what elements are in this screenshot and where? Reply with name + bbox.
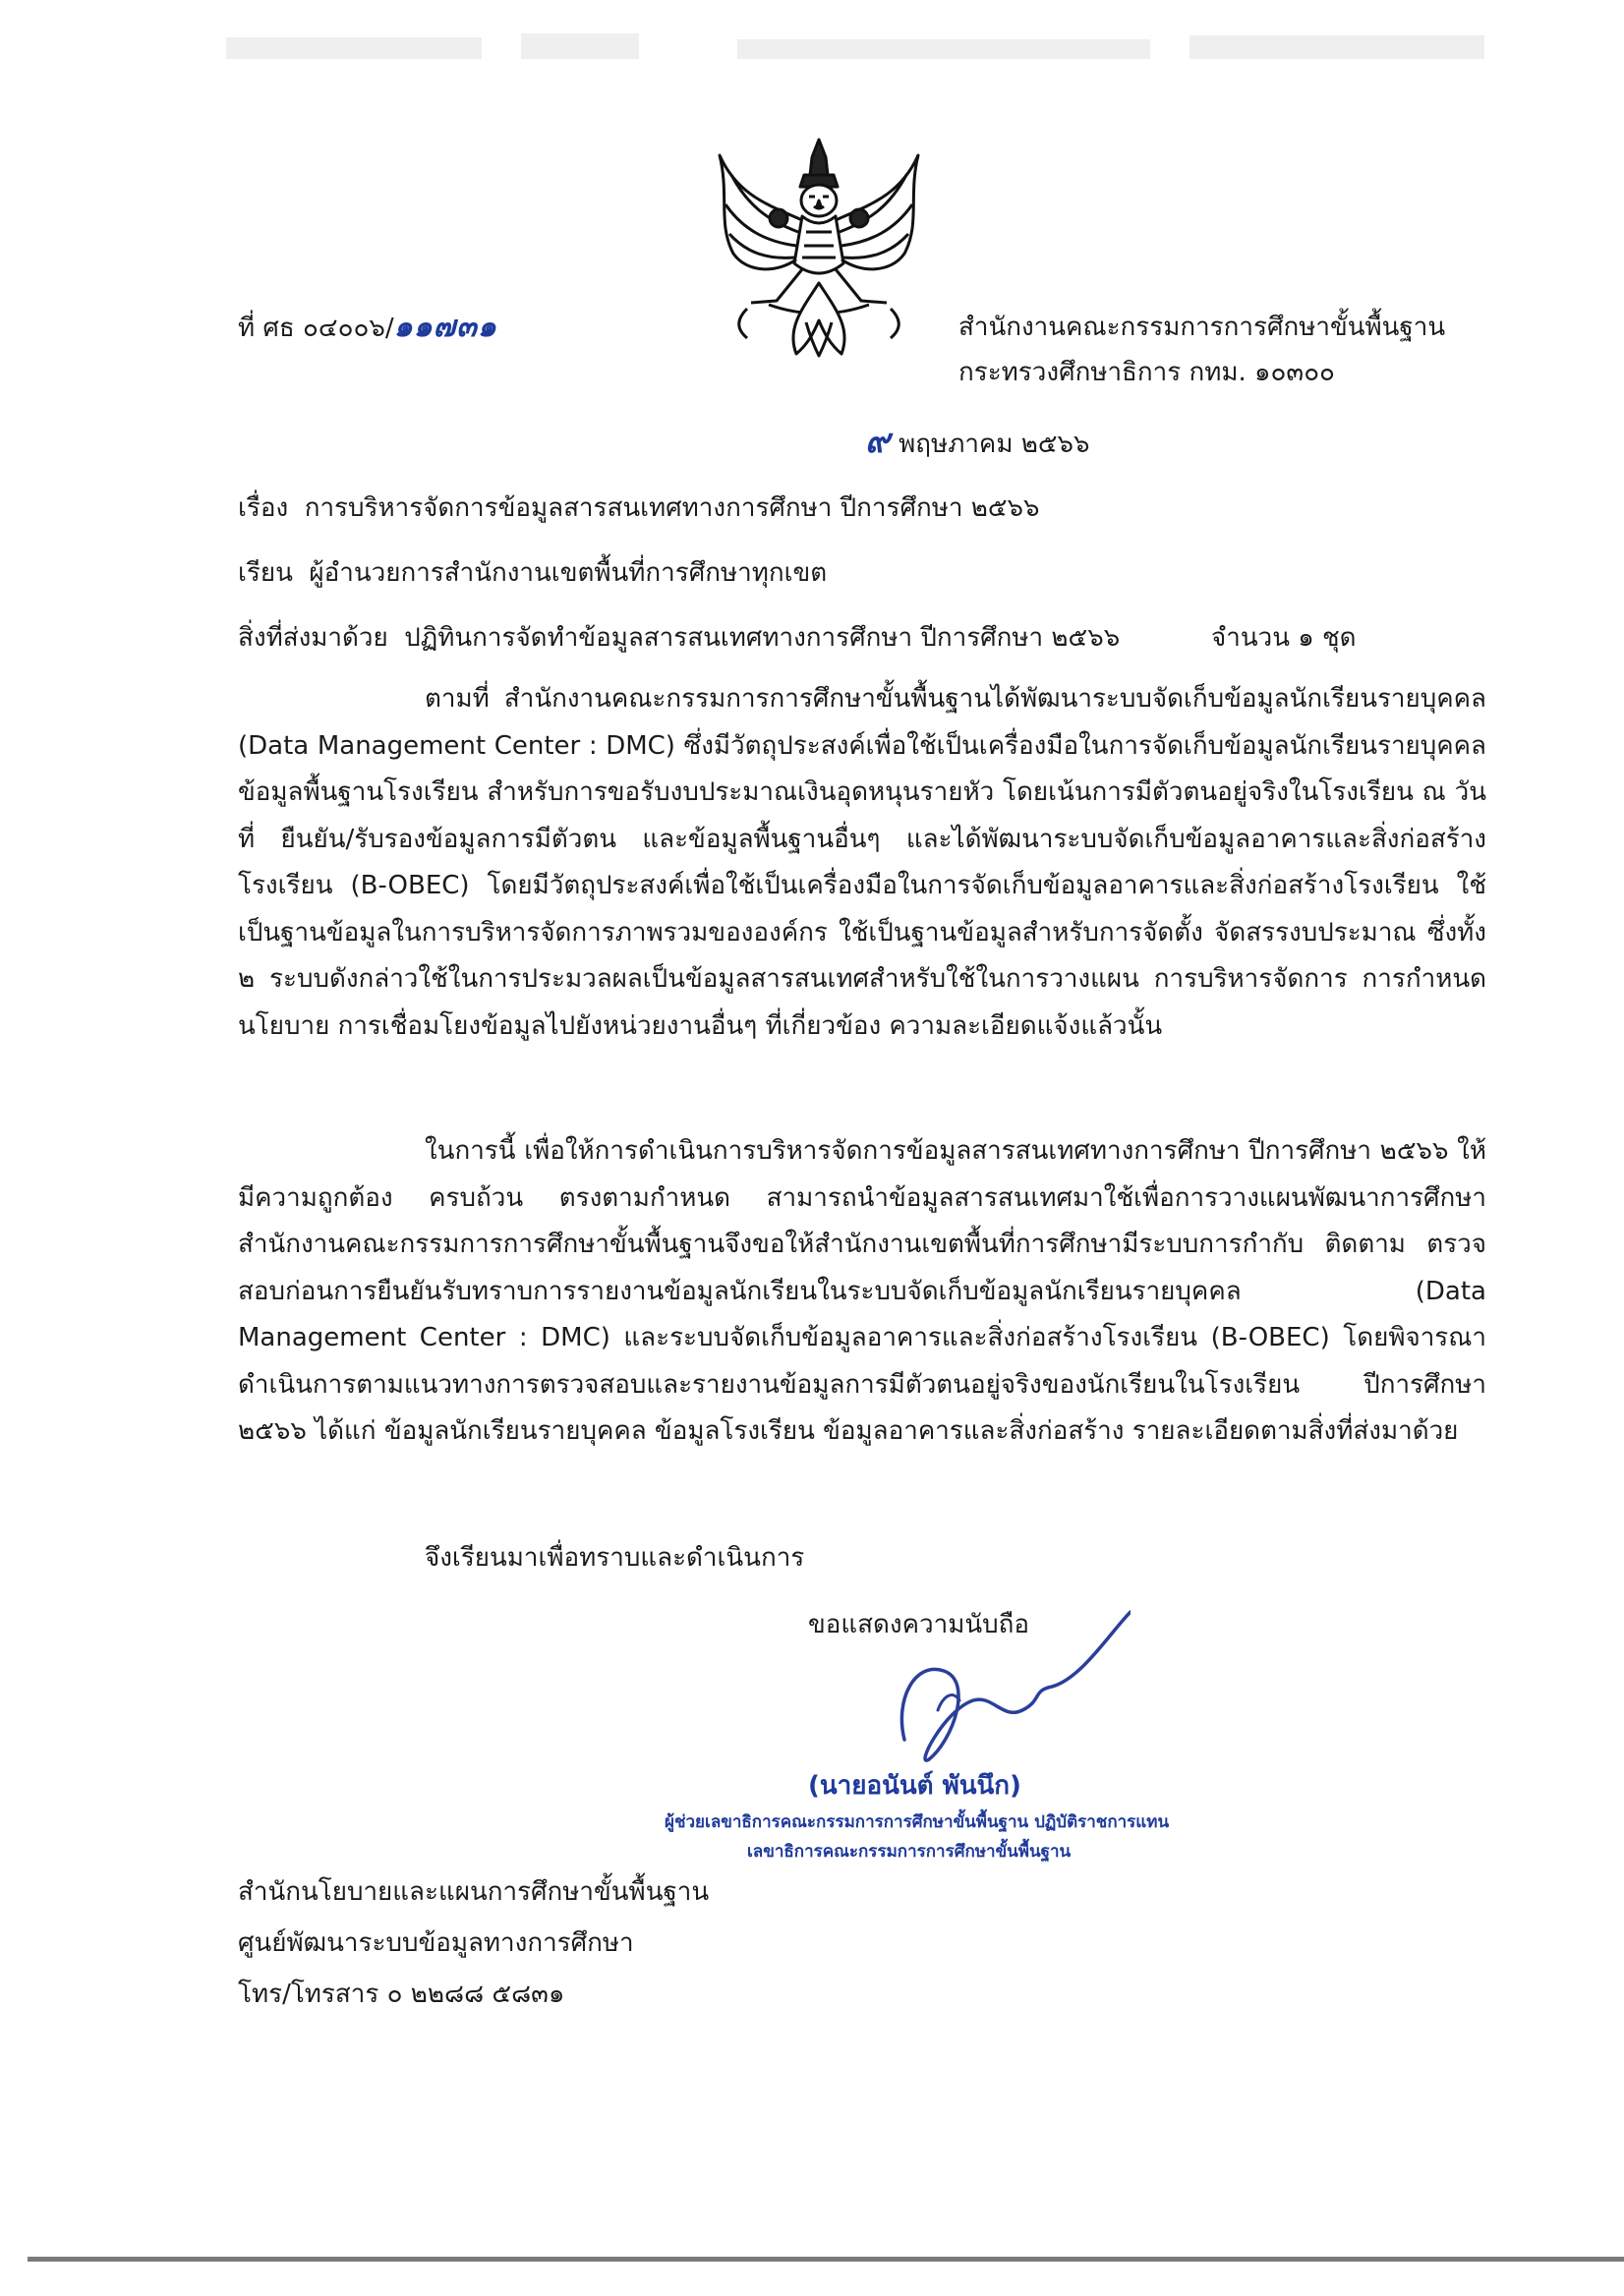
- garuda-emblem-icon: [708, 136, 930, 368]
- body-paragraph-2: [238, 1128, 1486, 1456]
- document-number: [238, 311, 497, 345]
- date-month-year: พฤษภาคม ๒๕๖๖: [899, 430, 1090, 459]
- document-number-handwritten: ๑๑๗๓๑: [393, 310, 497, 344]
- closing-request: จึงเรียนมาเพื่อทราบและดำเนินการ: [425, 1543, 805, 1573]
- document-number-label: ที่ ศธ ๐๔๐๐๖/: [238, 314, 394, 343]
- enclosure-line: [238, 621, 1120, 655]
- footer-phone: โทร/โทรสาร ๐ ๒๒๘๘ ๕๘๓๑: [238, 1980, 565, 2009]
- signatory-position-2: เลขาธิการคณะกรรมการการศึกษาขั้นพื้นฐาน: [747, 1842, 1072, 1862]
- subject-text: การบริหารจัดการข้อมูลสารสนเทศทางการศึกษา ปีการศึกษา ๒๕๖๖: [304, 493, 1040, 523]
- enclosure-label: สิ่งที่ส่งมาด้วย: [238, 623, 388, 653]
- body-paragraph-2-text: ในการนี้ เพื่อให้การดำเนินการบริหารจัดการข้อมูลสารสนเทศทางการศึกษา ปีการศึกษา ๒๕๖๖ ให้มีความถูกต้อง ครบถ้วน ตรงตามกำหนด สามารถนำข้อมูลสารสนเทศมาใช้เพื่อการวางแผนพัฒนาการศึกษา สำนักงานคณะกรรมการการศึกษาขั้นพื้นฐานจึงขอให้สำนักงานเขตพื้นที่การศึกษามีระบบการกำกับ ติดตาม ตรวจสอบก่อนการยืนยันรับทราบการรายงานข้อมูลนักเรียนในระบบจัดเก็บข้อมูลนักเรียนรายบุคคล (Data Management Center : DMC) และระบบจัดเก็บข้อมูลอาคารและสิ่งก่อสร้างโรงเรียน (B-OBEC) โดยพิจารณาดำเนินการตามแนวทางการตรวจสอบและรายงานข้อมูลการมีตัวตนอยู่จริงของนักเรียนในโรงเรียน ปีการศึกษา ๒๕๖๖ ได้แก่ ข้อมูลนักเรียนรายบุคคล ข้อมูลโรงเรียน ข้อมูลอาคารและสิ่งก่อสร้าง รายละเอียดตามสิ่งที่ส่งมาด้วย: [238, 1136, 1486, 1446]
- recipient-text: ผู้อำนวยการสำนักงานเขตพื้นที่การศึกษาทุกเขต: [309, 558, 828, 588]
- complimentary-close: ขอแสดงความนับถือ: [808, 1610, 1029, 1639]
- body-paragraph-1: [238, 676, 1486, 1050]
- recipient-label: เรียน: [238, 558, 293, 588]
- enclosure-quantity: จำนวน ๑ ชุด: [1211, 623, 1357, 653]
- signatory-name: (นายอนันต์ พันนึก): [808, 1771, 1021, 1801]
- scan-bleed: [226, 28, 1504, 75]
- office-address: กระทรวงศึกษาธิการ กทม. ๑๐๓๐๐: [958, 358, 1335, 387]
- letter-date: [865, 422, 1090, 461]
- footer-center: ศูนย์พัฒนาระบบข้อมูลทางการศึกษา: [238, 1928, 634, 1958]
- handwritten-signature: [885, 1592, 1131, 1789]
- footer-department: สำนักนโยบายและแผนการศึกษาขั้นพื้นฐาน: [238, 1877, 710, 1907]
- office-name: สำนักงานคณะกรรมการการศึกษาขั้นพื้นฐาน: [958, 313, 1446, 342]
- recipient-line: [238, 556, 827, 590]
- signatory-position-1: ผู้ช่วยเลขาธิการคณะกรรมการการศึกษาขั้นพื้นฐาน ปฏิบัติราชการแทน: [665, 1812, 1170, 1832]
- date-day-handwritten: ๙: [865, 422, 891, 461]
- body-paragraph-1-text: ตามที่ สำนักงานคณะกรรมการการศึกษาขั้นพื้นฐานได้พัฒนาระบบจัดเก็บข้อมูลนักเรียนรายบุคคล (Data Management Center : DMC) ซึ่งมีวัตถุประสงค์เพื่อใช้เป็นเครื่องมือในการจัดเก็บข้อมูลนักเรียนรายบุคคล ข้อมูลพื้นฐานโรงเรียน สำหรับการขอรับงบประมาณเงินอุดหนุนรายหัว โดยเน้นการมีตัวตนอยู่จริงในโรงเรียน ณ วันที่ ยืนยัน/รับรองข้อมูลการมีตัวตน และข้อมูลพื้นฐานอื่นๆ และได้พัฒนาระบบจัดเก็บข้อมูลอาคารและสิ่งก่อสร้างโรงเรียน (B-OBEC) โดยมีวัตถุประสงค์เพื่อใช้เป็นเครื่องมือในการจัดเก็บข้อมูลอาคารและสิ่งก่อสร้างโรงเรียน ใช้เป็นฐานข้อมูลในการบริหารจัดการภาพรวมขององค์กร ใช้เป็นฐานข้อมูลสำหรับการจัดตั้ง จัดสรรงบประมาณ ซึ่งทั้ง ๒ ระบบดังกล่าวใช้ในการประมวลผลเป็นข้อมูลสารสนเทศสำหรับใช้ในการวางแผน การบริหารจัดการ การกำหนดนโยบาย การเชื่อมโยงข้อมูลไปยังหน่วยงานอื่นๆ ที่เกี่ยวข้อง ความละเอียดแจ้งแล้วนั้น: [238, 684, 1486, 1041]
- subject-label: เรื่อง: [238, 493, 289, 523]
- scan-edge-line: [28, 2257, 1624, 2262]
- subject-line: [238, 491, 1040, 525]
- enclosure-text: ปฏิทินการจัดทำข้อมูลสารสนเทศทางการศึกษา ปีการศึกษา ๒๕๖๖: [404, 623, 1121, 653]
